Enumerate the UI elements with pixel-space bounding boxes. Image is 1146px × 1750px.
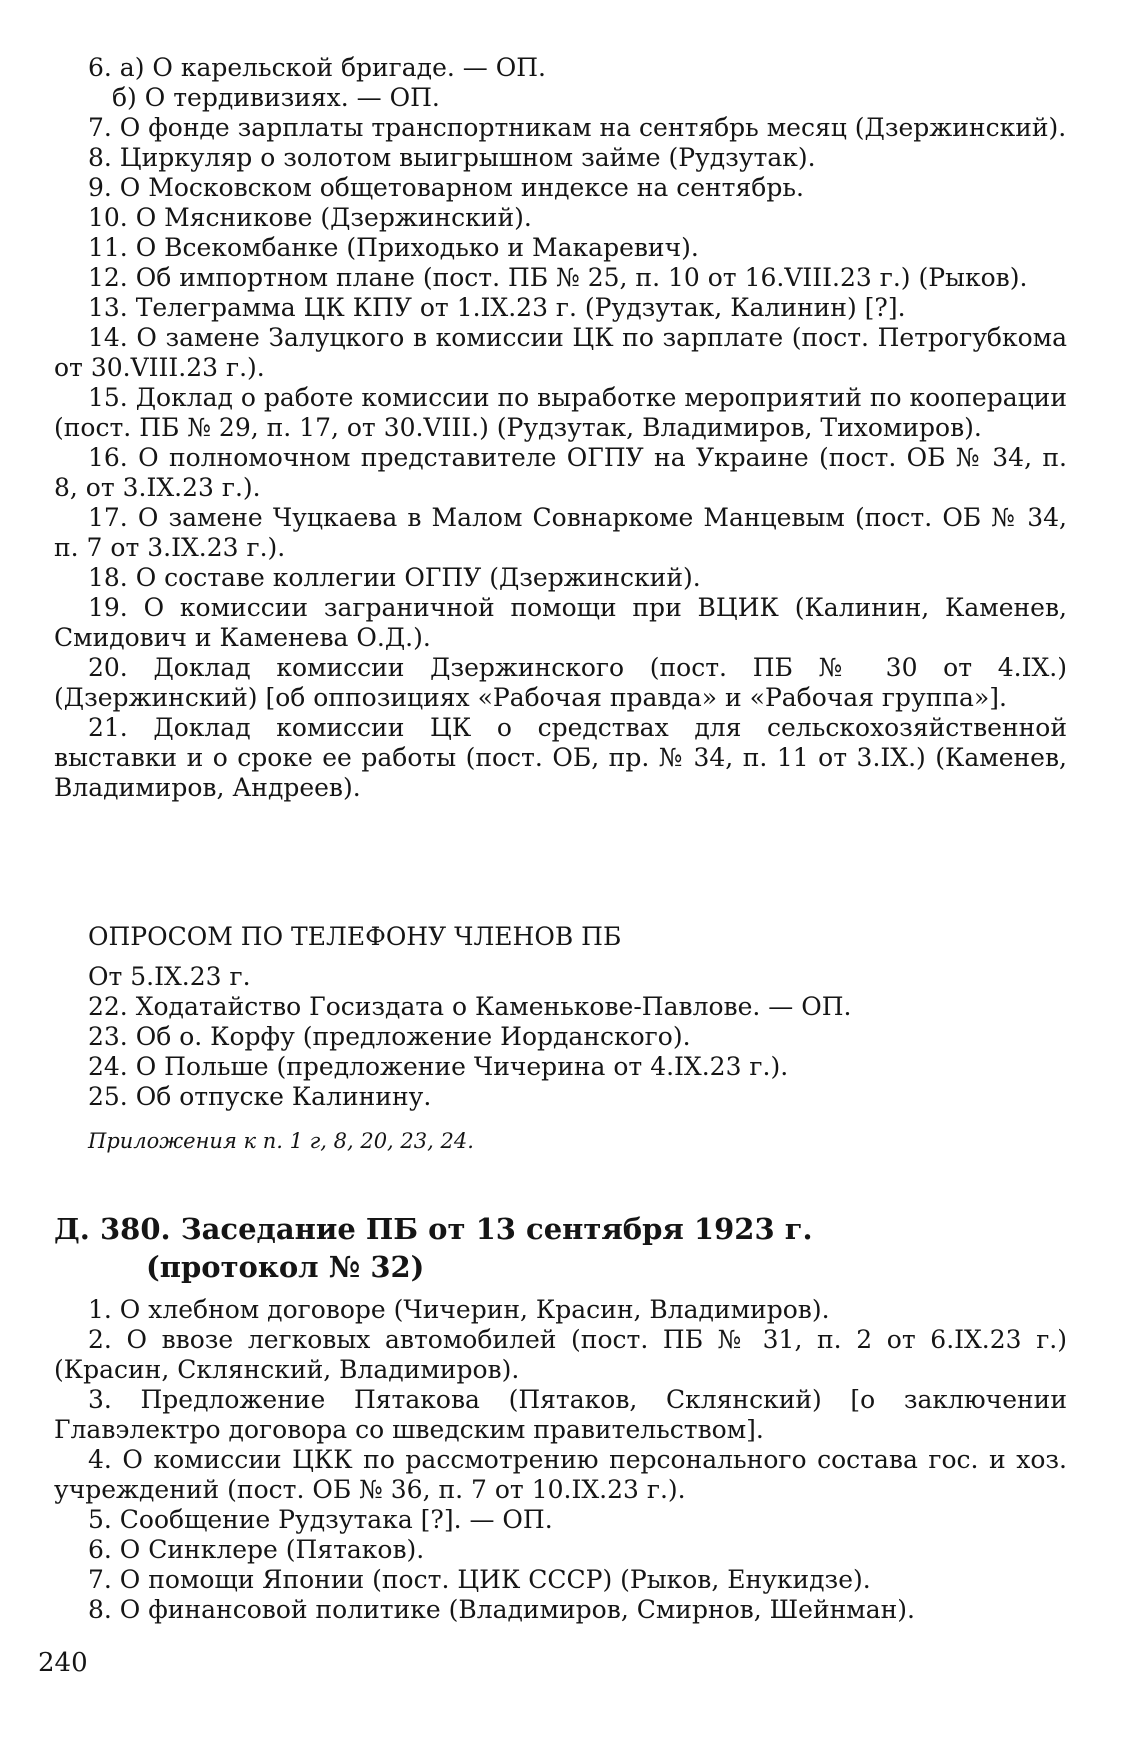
list-item: 16. О полномочном представителе ОГПУ на Украине (пост. ОБ № 34, п. 8, от 3.IX.23 г.). xyxy=(54,443,1067,502)
list-item: 8. О финансовой политике (Владимиров, Смирнов, Шейнман). xyxy=(88,1595,915,1624)
list-item: 22. Ходатайство Госиздата о Каменькове-Павлове. — ОП. xyxy=(88,992,852,1021)
document-title xyxy=(54,1210,1067,1286)
list-item: 25. Об отпуске Калинину. xyxy=(88,1082,432,1111)
document-title-line: Д. 380. Заседание ПБ от 13 сентября 1923 г. xyxy=(54,1212,813,1246)
list-item: 13. Телеграмма ЦК КПУ от 1.IX.23 г. (Рудзутак, Калинин) [?]. xyxy=(88,293,906,322)
list-item: 6. О Синклере (Пятаков). xyxy=(88,1535,425,1564)
section-date: От 5.IX.23 г. xyxy=(88,962,251,991)
list-item: 11. О Всекомбанке (Приходько и Макаревич). xyxy=(88,233,699,262)
list-item: 5. Сообщение Рудзутака [?]. — ОП. xyxy=(88,1505,553,1534)
list-item: 7. О помощи Японии (пост. ЦИК СССР) (Рыков, Енукидзе). xyxy=(88,1565,871,1594)
document-subtitle: (протокол № 32) xyxy=(146,1250,425,1284)
phone-poll-section xyxy=(54,922,1067,1156)
page-number: 240 xyxy=(38,1648,88,1678)
list-item: 21. Доклад комиссии ЦК о средствах для сельскохозяйственной выставки и о сроке ее работы (пост. ОБ, пр. № 34, п. 11 от 3.IX.) (Каменев, Владимиров, Андреев). xyxy=(54,713,1067,802)
list-item: 17. О замене Чуцкаева в Малом Совнаркоме Манцевым (пост. ОБ № 34, п. 7 от 3.IX.23 г.). xyxy=(54,503,1067,562)
appendix-note: Приложения к п. 1 г, 8, 20, 23, 24. xyxy=(88,1129,474,1153)
agenda-list-top xyxy=(54,53,1067,803)
list-item: 20. Доклад комиссии Дзержинского (пост. ПБ № 30 от 4.IX.) (Дзержинский) [об оппозициях «Рабочая правда» и «Рабочая группа»]. xyxy=(54,653,1067,712)
section-heading: ОПРОСОМ ПО ТЕЛЕФОНУ ЧЛЕНОВ ПБ xyxy=(88,922,622,951)
list-item: 8. Циркуляр о золотом выигрышном займе (Рудзутак). xyxy=(88,143,816,172)
list-item: 12. Об импортном плане (пост. ПБ № 25, п. 10 от 16.VIII.23 г.) (Рыков). xyxy=(88,263,1028,292)
list-item: 10. О Мясникове (Дзержинский). xyxy=(88,203,532,232)
list-item: 7. О фонде зарплаты транспортникам на сентябрь месяц (Дзержинский). xyxy=(88,113,1067,142)
list-item: 6. а) О карельской бригаде. — ОП. xyxy=(88,53,546,82)
list-item: 4. О комиссии ЦКК по рассмотрению персонального состава гос. и хоз. учреждений (пост. ОБ № 36, п. 7 от 10.IX.23 г.). xyxy=(54,1445,1067,1504)
list-item: 14. О замене Залуцкого в комиссии ЦК по зарплате (пост. Петрогубкома от 30.VIII.23 г.). xyxy=(54,323,1067,382)
list-item: 23. Об о. Корфу (предложение Иорданского). xyxy=(88,1022,691,1051)
list-item: 18. О составе коллегии ОГПУ (Дзержинский). xyxy=(88,563,701,592)
list-item: 3. Предложение Пятакова (Пятаков, Склянский) [о заключении Главэлектро договора со шведским правительством]. xyxy=(54,1385,1067,1444)
list-item: б) О тердивизиях. — ОП. xyxy=(112,83,440,112)
list-item: 24. О Польше (предложение Чичерина от 4.IX.23 г.). xyxy=(88,1052,789,1081)
list-item: 15. Доклад о работе комиссии по выработке мероприятий по кооперации (пост. ПБ № 29, п. 17, от 30.VIII.) (Рудзутак, Владимиров, Тихомиров). xyxy=(54,383,1067,442)
list-item: 2. О ввозе легковых автомобилей (пост. ПБ № 31, п. 2 от 6.IX.23 г.) (Красин, Склянский, Владимиров). xyxy=(54,1325,1067,1384)
agenda-list-doc380 xyxy=(54,1295,1067,1625)
list-item: 9. О Московском общетоварном индексе на сентябрь. xyxy=(88,173,804,202)
list-item: 1. О хлебном договоре (Чичерин, Красин, Владимиров). xyxy=(88,1295,830,1324)
list-item: 19. О комиссии заграничной помощи при ВЦИК (Калинин, Каменев, Смидович и Каменева О.Д.). xyxy=(54,593,1067,652)
